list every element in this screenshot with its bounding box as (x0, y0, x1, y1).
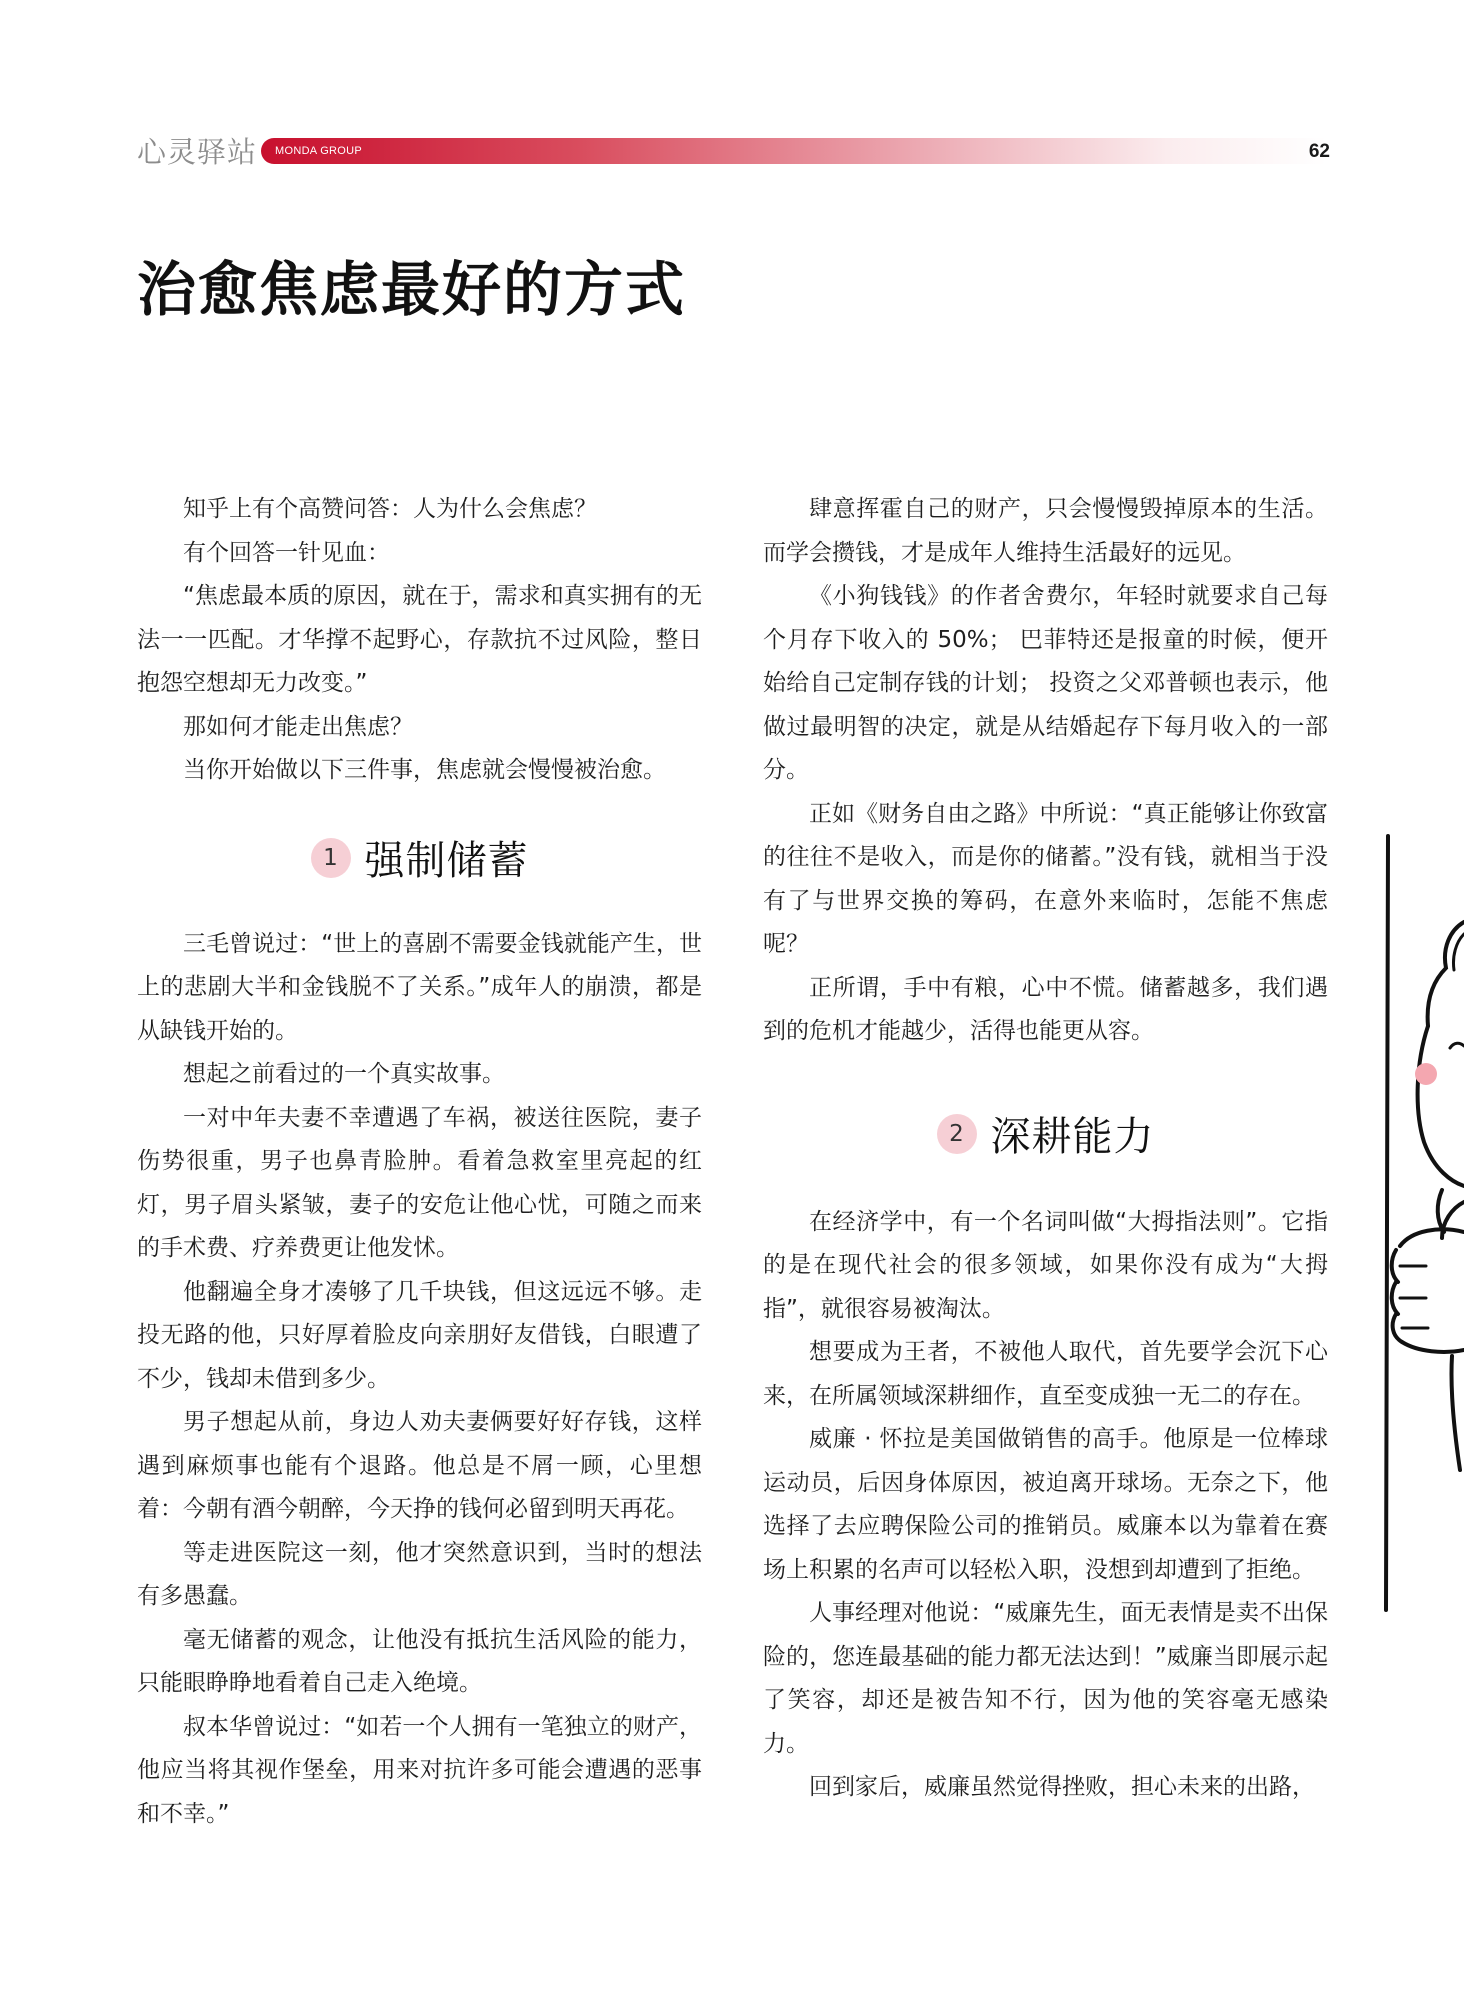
body-paragraph: 想起之前看过的一个真实故事。 (183, 1061, 505, 1087)
section-heading-savings (137, 793, 702, 923)
intro-paragraph: 那如何才能走出焦虑？ (183, 713, 413, 740)
section-number-badge: 1 (311, 838, 351, 878)
page-header (137, 132, 1330, 172)
body-paragraph: 等走进医院这一刻，他才突然意识到，当时的想法有多愚蠢。 (137, 1539, 702, 1609)
body-paragraph: 威廉 · 怀拉是美国做销售的高手。他原是一位棒球运动员，后因身体原因，被迫离开球场。无奈之下，他选择了去应聘保险公司的推销员。威廉本以为靠着在赛场上积累的名声可以轻松入职，没想到却遭到了拒绝。 (763, 1426, 1328, 1583)
body-paragraph: 肆意挥霍自己的财产，只会慢慢毁掉原本的生活。而学会攒钱，才是成年人维持生活最好的远见。 (763, 496, 1328, 566)
peeking-figure-icon (1356, 830, 1464, 1620)
intro-paragraph: 知乎上有个高赞问答：人为什么会焦虑？ (183, 496, 597, 522)
section-name: 心灵驿站 (137, 135, 258, 169)
body-paragraph: 他翻遍全身才凑够了几千块钱，但这远远不够。走投无路的他，只好厚着脸皮向亲朋好友借钱，白眼遭了不少，钱却未借到多少。 (137, 1278, 702, 1392)
body-paragraph: 叔本华曾说过：“如若一个人拥有一笔独立的财产，他应当将其视作堡垒，用来对抗许多可能会遭遇的恶事和不幸。” (137, 1713, 702, 1827)
left-column (137, 488, 702, 1836)
body-paragraph: 在经济学中，有一个名词叫做“大拇指法则”。它指的是在现代社会的很多领域，如果你没有成为“大拇指”，就很容易被淘汰。 (763, 1208, 1328, 1322)
right-column (763, 488, 1328, 1810)
section-heading-text: 强制储蓄 (364, 838, 529, 884)
brand-banner (261, 138, 1327, 164)
brand-label: MONDA GROUP (275, 145, 363, 157)
section-heading-skills (763, 1075, 1328, 1193)
body-paragraph: 想要成为王者，不被他人取代，首先要学会沉下心来，在所属领域深耕细作，直至变成独一无二的存在。 (763, 1339, 1328, 1409)
page-number: 62 (1308, 141, 1330, 162)
body-paragraph: 正所谓，手中有粮，心中不慌。储蓄越多，我们遇到的危机才能越少，活得也能更从容。 (763, 974, 1328, 1044)
body-paragraph: 正如《财务自由之路》中所说：“真正能够让你致富的往往不是收入，而是你的储蓄。”没有钱，就相当于没有了与世界交换的筹码，在意外来临时，怎能不焦虑呢？ (763, 800, 1328, 957)
body-paragraph: 三毛曾说过：“世上的喜剧不需要金钱就能产生，世上的悲剧大半和金钱脱不了关系。”成年人的崩溃，都是从缺钱开始的。 (137, 930, 702, 1044)
body-paragraph: 《小狗钱钱》的作者舍费尔，年轻时就要求自己每个月存下收入的 50%； 巴菲特还是报童的时候，便开始给自己定制存钱的计划； 投资之父邓普顿也表示，他做过最明智的决定，就是从结婚起存下每月收入的一部分。 (763, 583, 1328, 783)
section-number-badge: 2 (937, 1114, 977, 1154)
intro-paragraph: “焦虑最本质的原因，就在于，需求和真实拥有的无法一一匹配。才华撑不起野心，存款抗不过风险，整日抱怨空想却无力改变。” (137, 583, 702, 696)
body-paragraph: 男子想起从前，身边人劝夫妻俩要好好存钱，这样遇到麻烦事也能有个退路。他总是不屑一顾，心里想着：今朝有酒今朝醉，今天挣的钱何必留到明天再花。 (137, 1409, 702, 1522)
article-title: 治愈焦虑最好的方式 (137, 255, 687, 324)
section-heading-text: 深耕能力 (990, 1114, 1155, 1160)
intro-paragraph: 当你开始做以下三件事，焦虑就会慢慢被治愈。 (183, 757, 666, 783)
body-paragraph: 一对中年夫妻不幸遭遇了车祸，被送往医院，妻子伤势很重，男子也鼻青脸肿。看着急救室里亮起的红灯，男子眉头紧皱，妻子的安危让他心忧，可随之而来的手术费、疗养费更让他发怵。 (137, 1104, 702, 1261)
body-paragraph: 回到家后，威廉虽然觉得挫败，担心未来的出路， (809, 1774, 1315, 1800)
body-paragraph: 毫无储蓄的观念，让他没有抵抗生活风险的能力，只能眼睁睁地看着自己走入绝境。 (137, 1626, 702, 1696)
intro-paragraph: 有个回答一针见血： (183, 539, 390, 566)
body-paragraph: 人事经理对他说：“威廉先生，面无表情是卖不出保险的，您连最基础的能力都无法达到！”威廉当即展示起了笑容，却还是被告知不行，因为他的笑容毫无感染力。 (763, 1600, 1328, 1757)
